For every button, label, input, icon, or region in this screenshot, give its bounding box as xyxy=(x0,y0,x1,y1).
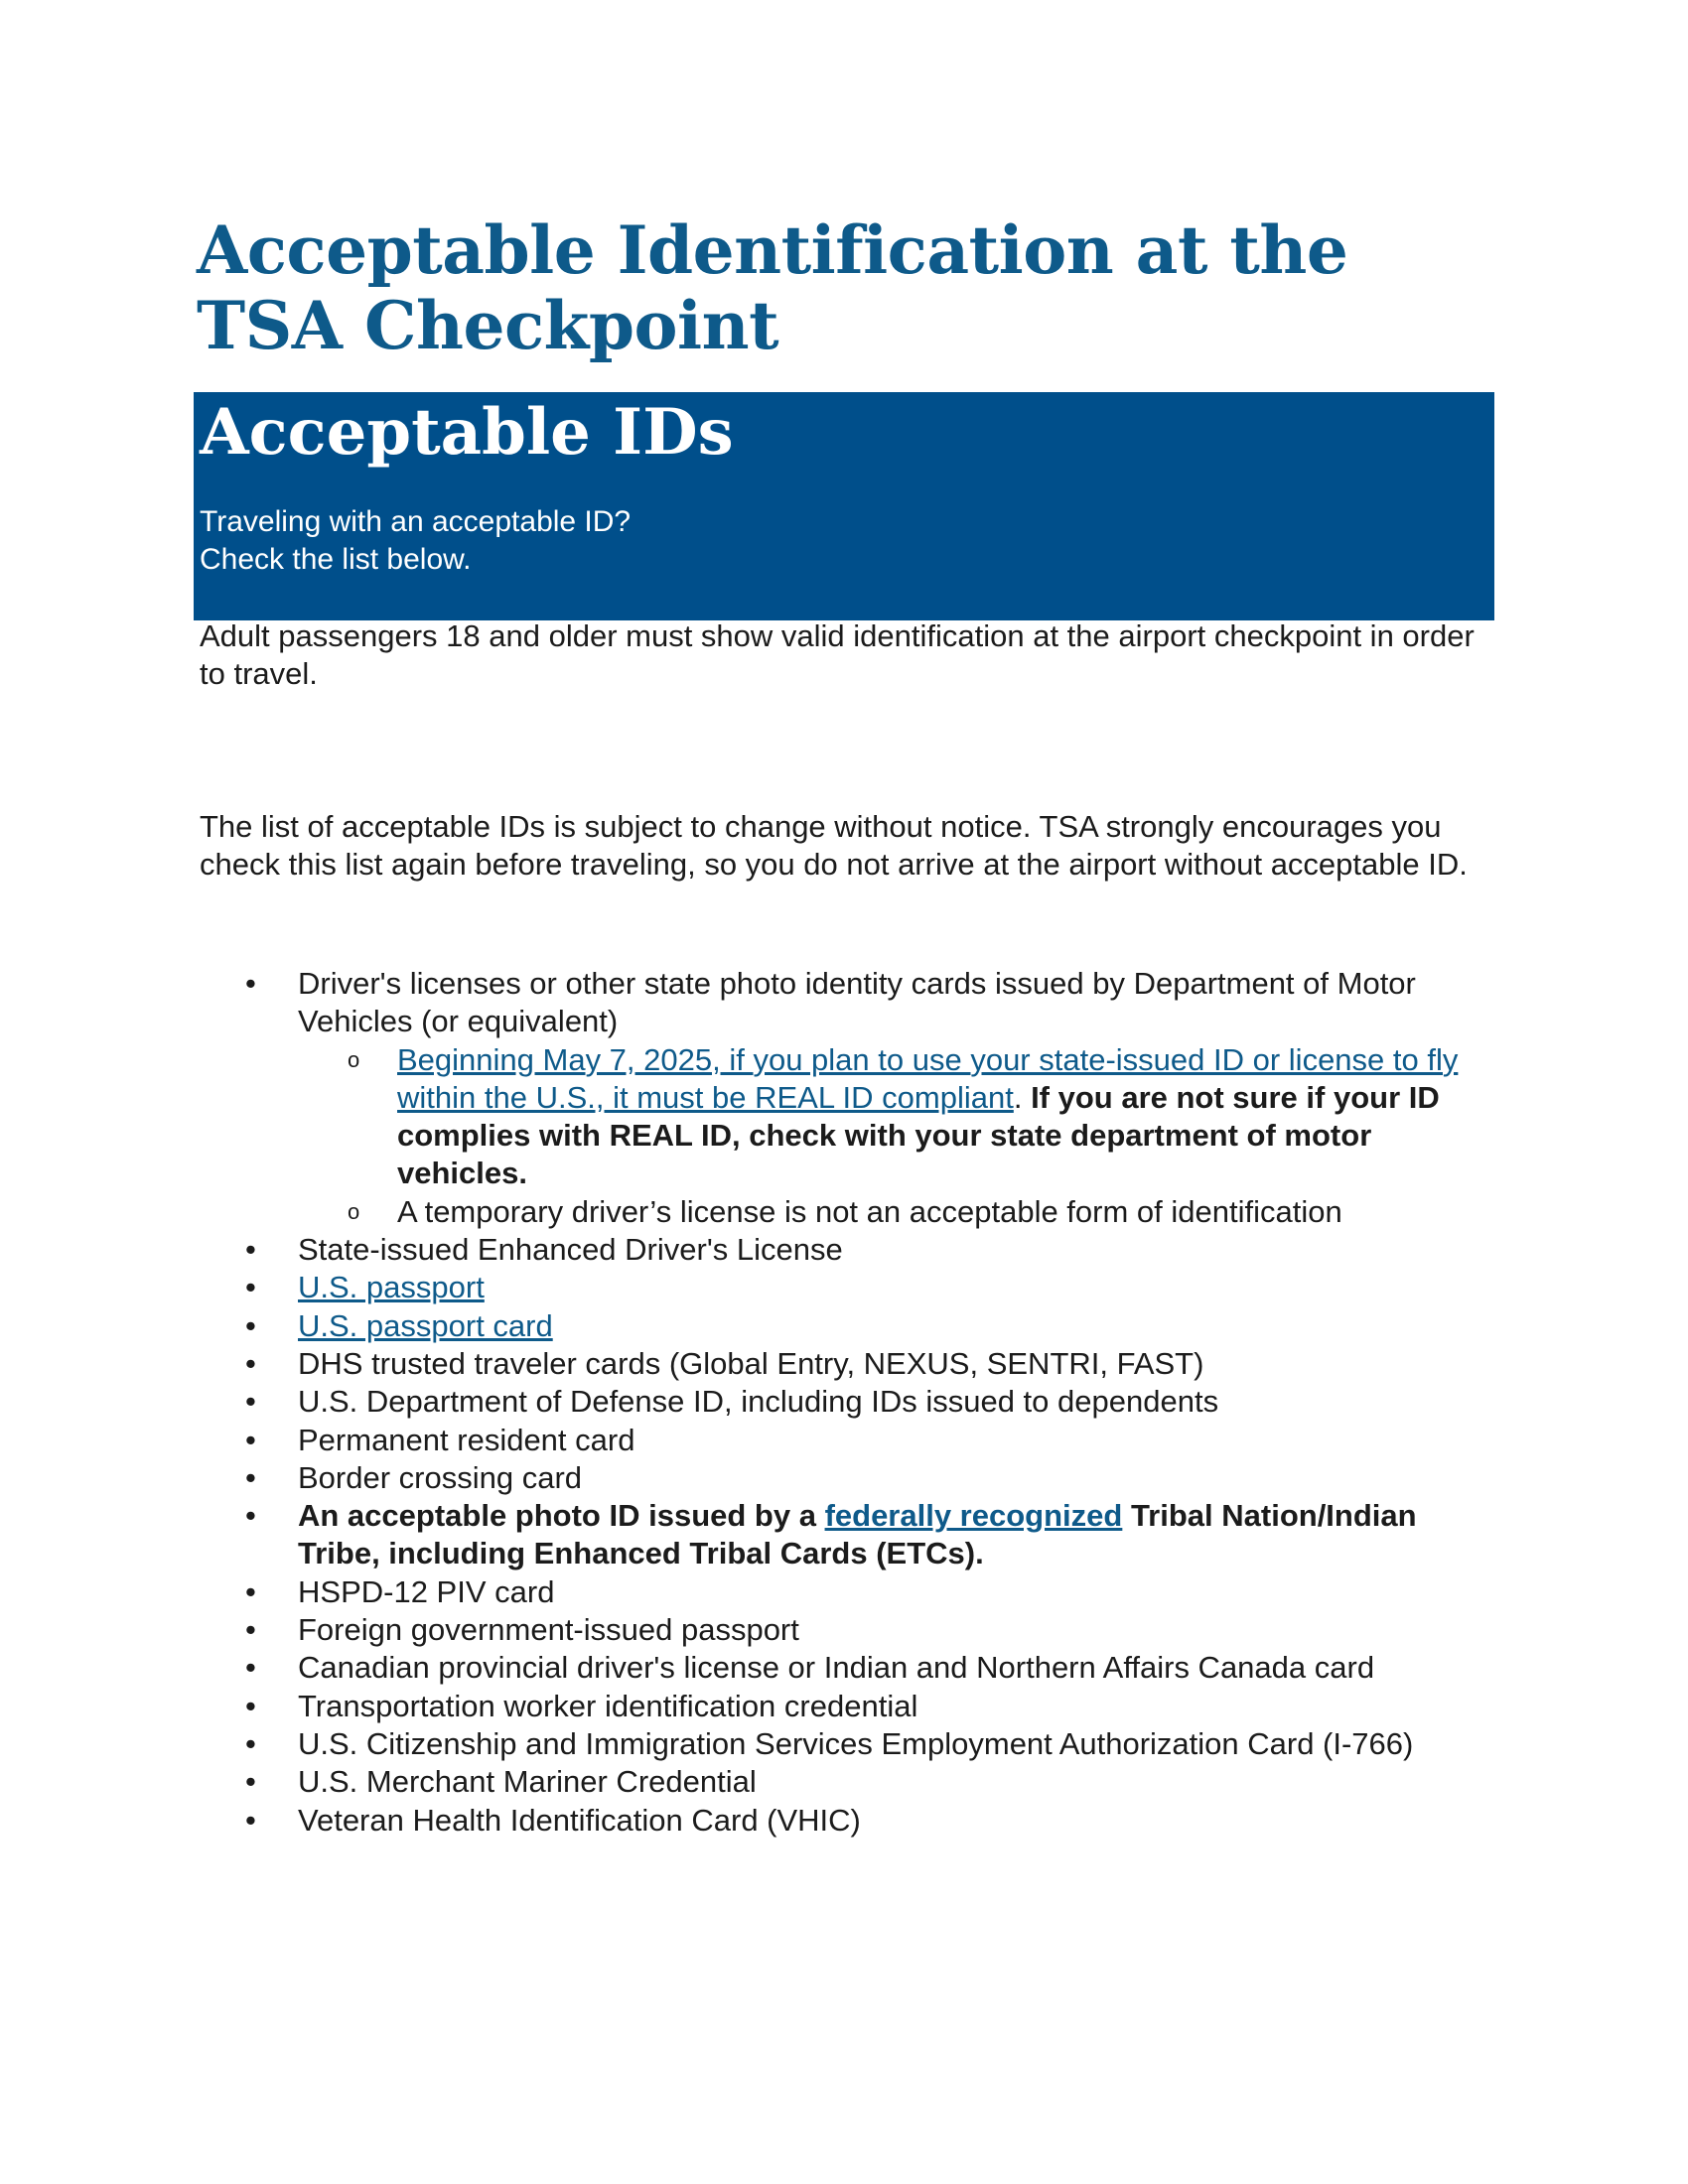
item-hspd: HSPD-12 PIV card xyxy=(298,1573,555,1609)
list-item xyxy=(0,1307,1688,1345)
tribal-text-before: An acceptable photo ID issued by a xyxy=(298,1498,825,1534)
item-real-id xyxy=(397,1041,1489,1193)
item-canadian-license: Canadian provincial driver's license or Indian and Northern Affairs Canada card xyxy=(298,1650,1375,1686)
item-vhic: Veteran Health Identification Card (VHIC) xyxy=(298,1802,861,1838)
list-item xyxy=(0,1422,1688,1459)
list-item xyxy=(0,1383,1688,1421)
list-item xyxy=(0,1688,1688,1725)
list-item xyxy=(0,1802,1688,1840)
list-item xyxy=(0,965,1688,1041)
list-item xyxy=(0,1725,1688,1763)
item-twic: Transportation worker identification credential xyxy=(298,1688,918,1723)
list-item xyxy=(0,1269,1688,1306)
bullet-icon: • xyxy=(245,966,256,1001)
item-trusted-traveler: DHS trusted traveler cards (Global Entry, NEXUS, SENTRI, FAST) xyxy=(298,1345,1204,1381)
list-item xyxy=(0,1231,1688,1269)
list-item xyxy=(0,1345,1688,1383)
passport-card-link[interactable]: U.S. passport card xyxy=(298,1307,553,1343)
list-item xyxy=(0,1573,1688,1611)
passport-link[interactable]: U.S. passport xyxy=(298,1270,485,1305)
bullet-icon: • xyxy=(245,1612,256,1648)
tribal-text-after: Tribal Nation/Indian Tribe, including Enhanced Tribal Cards (ETCs). xyxy=(298,1498,1417,1571)
item-passport xyxy=(298,1269,1489,1306)
item-merchant-mariner: U.S. Merchant Mariner Credential xyxy=(298,1764,757,1800)
bullet-icon: • xyxy=(245,1270,256,1305)
real-id-link[interactable]: Beginning May 7, 2025, if you plan to use your state-issued ID or license to fly within the U.S., it must be REAL ID compliant xyxy=(397,1041,1459,1115)
banner-line-1: Traveling with an acceptable ID? xyxy=(200,505,632,538)
intro-paragraph: Adult passengers 18 and older must show valid identification at the airport checkpoint in order to travel. xyxy=(200,618,1475,691)
page-title: Acceptable Identification at the TSA Checkpoint xyxy=(197,211,1348,364)
notice-paragraph: The list of acceptable IDs is subject to change without notice. TSA strongly encourages you check this list again before traveling, so you do not arrive at the airport without acceptable ID. xyxy=(200,809,1468,882)
item-uscis-card: U.S. Citizenship and Immigration Services Employment Authorization Card (I-766) xyxy=(298,1725,1414,1761)
list-subitem xyxy=(0,1041,1688,1193)
bullet-icon: • xyxy=(245,1422,256,1457)
bullet-icon: • xyxy=(245,1725,256,1761)
acceptable-ids-banner xyxy=(194,392,1494,620)
list-item xyxy=(0,1611,1688,1649)
bullet-icon: • xyxy=(245,1573,256,1609)
item-passport-card xyxy=(298,1307,1489,1345)
item-border-card: Border crossing card xyxy=(298,1459,583,1495)
federally-recognized-link[interactable]: federally recognized xyxy=(824,1498,1123,1534)
bullet-icon: • xyxy=(245,1384,256,1420)
list-item xyxy=(0,1459,1688,1497)
item-enhanced-license: State-issued Enhanced Driver's License xyxy=(298,1232,843,1268)
real-id-warning: If you are not sure if your ID complies with REAL ID, check with your state department of motor vehicles. xyxy=(397,1079,1440,1191)
sub-bullet-icon: o xyxy=(348,1046,360,1072)
list-item xyxy=(0,1763,1688,1801)
bullet-icon: • xyxy=(245,1688,256,1723)
bullet-icon: • xyxy=(245,1764,256,1800)
list-item xyxy=(0,1649,1688,1687)
real-id-period: . xyxy=(1013,1079,1023,1115)
list-subitem xyxy=(0,1193,1688,1231)
sub-bullet-icon: o xyxy=(348,1198,360,1224)
bullet-icon: • xyxy=(245,1307,256,1343)
bullet-icon: • xyxy=(245,1459,256,1495)
banner-heading: Acceptable IDs xyxy=(200,395,734,470)
acceptable-id-list xyxy=(0,965,1688,1840)
bullet-icon: • xyxy=(245,1498,256,1534)
bullet-icon: • xyxy=(245,1650,256,1686)
item-drivers-license: Driver's licenses or other state photo identity cards issued by Department of Motor Vehicles (or equivalent) xyxy=(298,966,1416,1039)
item-foreign-passport: Foreign government-issued passport xyxy=(298,1612,799,1648)
item-tribal-id xyxy=(298,1497,1489,1573)
bullet-icon: • xyxy=(245,1232,256,1268)
item-resident-card: Permanent resident card xyxy=(298,1422,635,1457)
banner-line-2: Check the list below. xyxy=(200,543,472,576)
banner-subtitle xyxy=(200,503,631,579)
bullet-icon: • xyxy=(245,1345,256,1381)
bullet-icon: • xyxy=(245,1802,256,1838)
list-item xyxy=(0,1497,1688,1573)
item-temporary-license: A temporary driver’s license is not an acceptable form of identification xyxy=(397,1193,1342,1229)
item-dod-id: U.S. Department of Defense ID, including IDs issued to dependents xyxy=(298,1384,1219,1420)
